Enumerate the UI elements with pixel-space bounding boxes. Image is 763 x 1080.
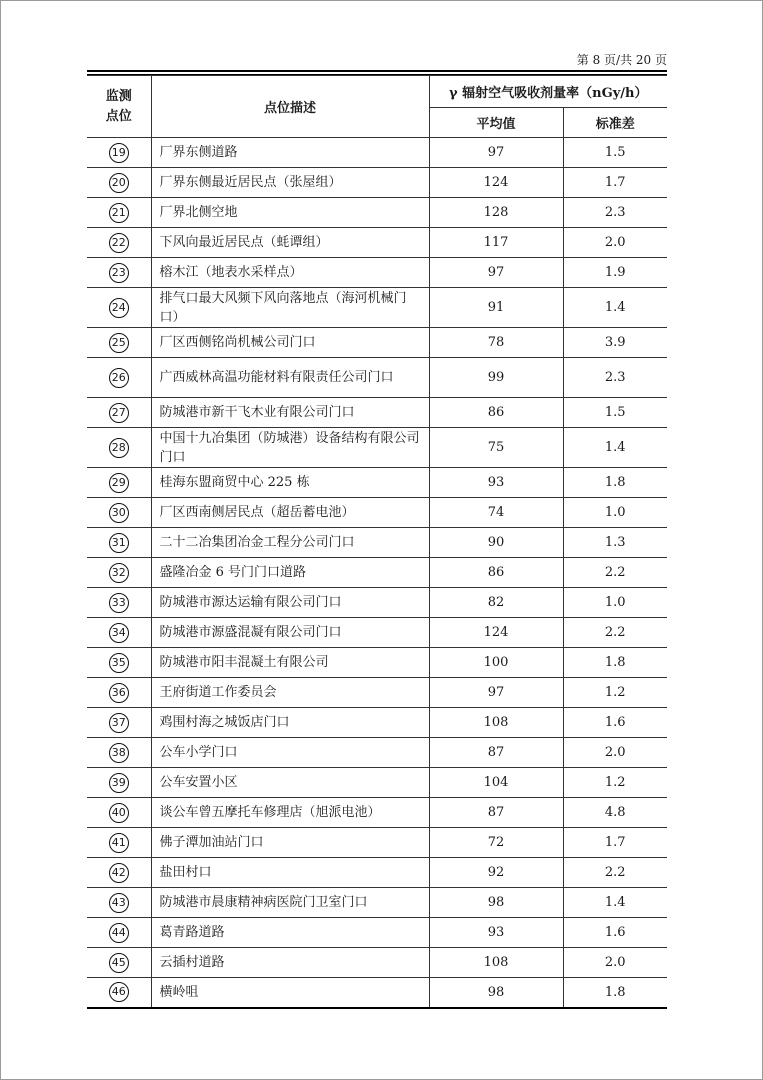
point-description: 横岭咀 [151,978,429,1008]
table-row [87,428,667,468]
point-number: 20 [109,173,129,193]
std-value: 1.4 [563,428,667,468]
point-number: 40 [109,803,129,823]
point-number: 29 [109,473,129,493]
table-row [87,678,667,708]
table-row [87,358,667,398]
table-row [87,738,667,768]
point-number: 19 [109,143,129,163]
table-row [87,768,667,798]
point-description: 盐田村口 [151,858,429,888]
mean-value: 93 [429,468,563,498]
point-number: 33 [109,593,129,613]
point-cell [87,138,151,168]
point-description: 防城港市源盛混凝有限公司门口 [151,618,429,648]
std-value: 4.8 [563,798,667,828]
std-value: 1.5 [563,138,667,168]
point-description: 榕木江（地表水采样点） [151,258,429,288]
table-row [87,588,667,618]
std-value: 1.6 [563,708,667,738]
point-number: 28 [109,438,129,458]
mean-value: 86 [429,558,563,588]
std-value: 1.8 [563,978,667,1008]
point-cell [87,918,151,948]
header-dose-rate: γ 辐射空气吸收剂量率（nGy/h） [429,76,667,108]
point-cell [87,678,151,708]
table-row [87,468,667,498]
std-value: 1.0 [563,498,667,528]
mean-value: 74 [429,498,563,528]
table-row [87,398,667,428]
point-description: 防城港市源达运输有限公司门口 [151,588,429,618]
point-description: 盛隆冶金 6 号门门口道路 [151,558,429,588]
point-description: 防城港市阳丰混凝土有限公司 [151,648,429,678]
point-number: 43 [109,893,129,913]
point-number: 27 [109,403,129,423]
std-value: 2.0 [563,228,667,258]
header-mean: 平均值 [429,108,563,138]
std-value: 2.2 [563,618,667,648]
mean-value: 100 [429,648,563,678]
point-description: 广西威林高温功能材料有限责任公司门口 [151,358,429,398]
point-number: 21 [109,203,129,223]
point-cell [87,828,151,858]
point-number: 24 [109,298,129,318]
mean-value: 117 [429,228,563,258]
point-number: 41 [109,833,129,853]
table-row [87,138,667,168]
point-number: 46 [109,982,129,1002]
point-cell [87,858,151,888]
point-description: 云插村道路 [151,948,429,978]
point-cell [87,228,151,258]
std-value: 1.4 [563,288,667,328]
std-value: 1.0 [563,588,667,618]
table-row [87,948,667,978]
table-row [87,708,667,738]
mean-value: 98 [429,978,563,1008]
mean-value: 87 [429,798,563,828]
point-description: 防城港市晨康精神病医院门卫室门口 [151,888,429,918]
point-number: 32 [109,563,129,583]
mean-value: 78 [429,328,563,358]
point-cell [87,168,151,198]
point-description: 谈公车曾五摩托车修理店（旭派电池） [151,798,429,828]
point-cell [87,768,151,798]
point-number: 39 [109,773,129,793]
table-row [87,978,667,1008]
point-cell [87,198,151,228]
mean-value: 108 [429,708,563,738]
point-cell [87,258,151,288]
table-row [87,558,667,588]
point-description: 排气口最大风频下风向落地点（海河机械门口） [151,288,429,328]
mean-value: 99 [429,358,563,398]
table-row [87,198,667,228]
std-value: 1.8 [563,648,667,678]
point-cell [87,558,151,588]
header-desc: 点位描述 [151,76,429,138]
point-number: 37 [109,713,129,733]
point-description: 桂海东盟商贸中心 225 栋 [151,468,429,498]
point-cell [87,708,151,738]
point-number: 22 [109,233,129,253]
point-cell [87,398,151,428]
mean-value: 86 [429,398,563,428]
mean-value: 97 [429,138,563,168]
table-body [87,138,667,1008]
std-value: 1.2 [563,768,667,798]
table-row [87,918,667,948]
point-number: 45 [109,953,129,973]
std-value: 1.6 [563,918,667,948]
mean-value: 124 [429,618,563,648]
table-row [87,888,667,918]
point-number: 42 [109,863,129,883]
mean-value: 72 [429,828,563,858]
point-cell [87,648,151,678]
std-value: 3.9 [563,328,667,358]
point-description: 鸡围村海之城饭店门口 [151,708,429,738]
point-number: 30 [109,503,129,523]
point-number: 34 [109,623,129,643]
point-description: 厂界北侧空地 [151,198,429,228]
point-cell [87,948,151,978]
mean-value: 92 [429,858,563,888]
std-value: 2.0 [563,738,667,768]
std-value: 1.5 [563,398,667,428]
point-description: 公车安置小区 [151,768,429,798]
page-indicator: 第 8 页/共 20 页 [576,53,667,67]
table-row [87,168,667,198]
mean-value: 82 [429,588,563,618]
point-cell [87,498,151,528]
table-row [87,618,667,648]
point-cell [87,288,151,328]
std-value: 1.7 [563,828,667,858]
point-cell [87,428,151,468]
mean-value: 93 [429,918,563,948]
mean-value: 91 [429,288,563,328]
table-row [87,288,667,328]
mean-value: 90 [429,528,563,558]
table-row [87,528,667,558]
point-cell [87,358,151,398]
std-value: 2.2 [563,558,667,588]
header-std: 标准差 [563,108,667,138]
table-row [87,798,667,828]
point-cell [87,978,151,1008]
std-value: 2.3 [563,358,667,398]
point-description: 佛子潭加油站门口 [151,828,429,858]
point-description: 葛青路道路 [151,918,429,948]
std-value: 2.3 [563,198,667,228]
measurement-table [87,75,667,1009]
header-rule [87,70,667,72]
std-value: 2.2 [563,858,667,888]
point-cell [87,468,151,498]
mean-value: 128 [429,198,563,228]
point-cell [87,738,151,768]
point-number: 35 [109,653,129,673]
mean-value: 75 [429,428,563,468]
std-value: 1.4 [563,888,667,918]
table-row [87,328,667,358]
point-description: 中国十九冶集团（防城港）设备结构有限公司门口 [151,428,429,468]
mean-value: 87 [429,738,563,768]
std-value: 2.0 [563,948,667,978]
point-description: 防城港市新干飞木业有限公司门口 [151,398,429,428]
header-point-label: 监测 点位 [105,88,132,124]
point-description: 公车小学门口 [151,738,429,768]
std-value: 1.7 [563,168,667,198]
table-row [87,858,667,888]
point-number: 38 [109,743,129,763]
mean-value: 124 [429,168,563,198]
point-number: 44 [109,923,129,943]
point-cell [87,328,151,358]
point-number: 25 [109,333,129,353]
point-cell [87,618,151,648]
mean-value: 98 [429,888,563,918]
std-value: 1.2 [563,678,667,708]
mean-value: 104 [429,768,563,798]
std-value: 1.8 [563,468,667,498]
std-value: 1.9 [563,258,667,288]
point-description: 下风向最近居民点（蚝谭组） [151,228,429,258]
point-description: 厂区西侧铭尚机械公司门口 [151,328,429,358]
point-description: 厂界东侧道路 [151,138,429,168]
point-cell [87,588,151,618]
point-number: 23 [109,263,129,283]
point-number: 36 [109,683,129,703]
mean-value: 108 [429,948,563,978]
point-description: 二十二冶集团冶金工程分公司门口 [151,528,429,558]
point-description: 王府街道工作委员会 [151,678,429,708]
table-row [87,828,667,858]
point-number: 31 [109,533,129,553]
std-value: 1.3 [563,528,667,558]
table-row [87,228,667,258]
point-cell [87,798,151,828]
point-cell [87,888,151,918]
point-cell [87,528,151,558]
point-description: 厂界东侧最近居民点（张屋组） [151,168,429,198]
mean-value: 97 [429,678,563,708]
mean-value: 97 [429,258,563,288]
table-row [87,498,667,528]
point-number: 26 [109,368,129,388]
table-row [87,258,667,288]
table-row [87,648,667,678]
point-description: 厂区西南侧居民点（超岳蓄电池） [151,498,429,528]
header-point [87,76,151,138]
